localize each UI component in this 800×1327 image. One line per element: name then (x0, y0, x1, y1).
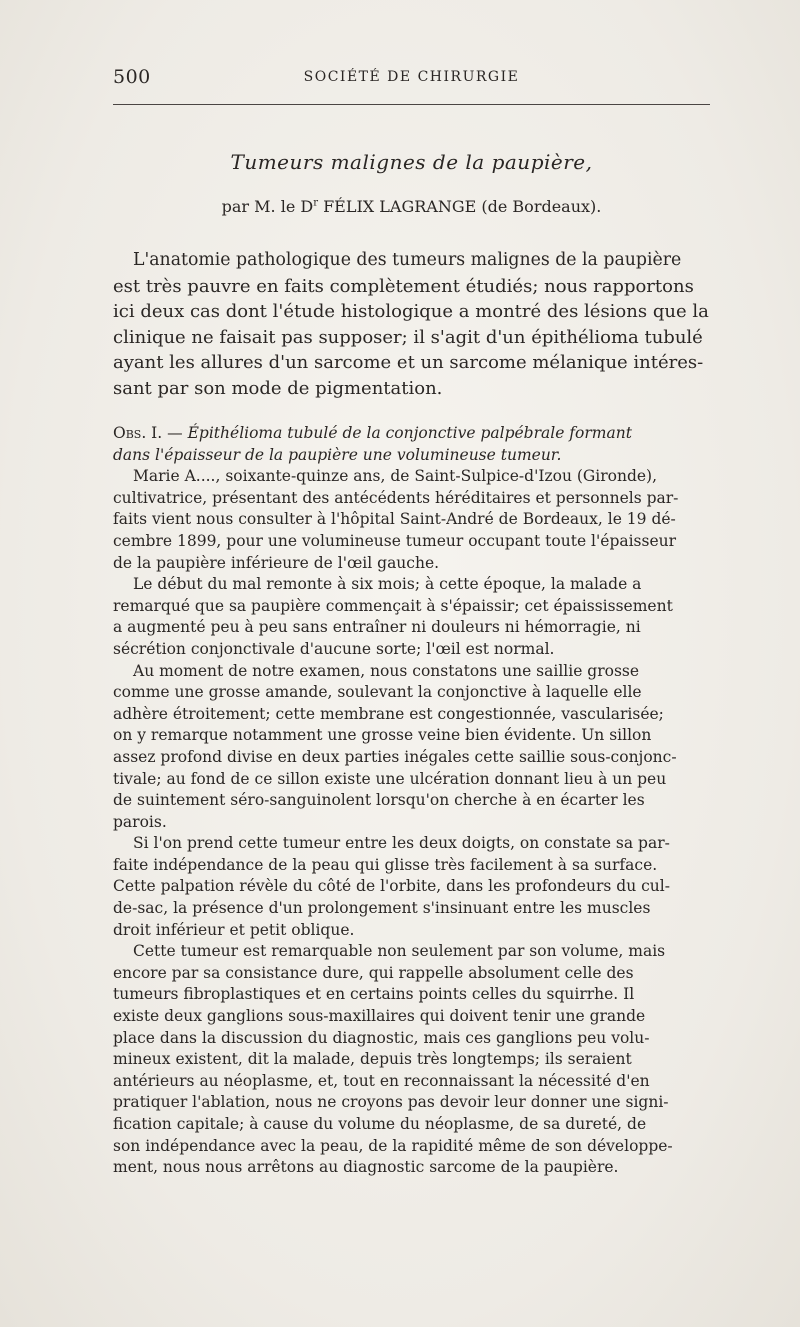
observation-title-continued: dans l'épaisseur de la paupière une volumineuse tumeur. (113, 445, 562, 464)
text-line: de suintement séro-sanguinolent lorsqu'on cherche à en écarter les (113, 791, 645, 810)
text-line: encore par sa consistance dure, qui rappelle absolument celle des (113, 963, 634, 982)
text-line: de la paupière inférieure de l'œil gauche. (113, 553, 440, 572)
text-line: est très pauvre en faits complètement étudiés; nous rapportons (113, 275, 694, 297)
text-line: ici deux cas dont l'étude histologique a montré des lésions que la (113, 301, 709, 322)
page-header (113, 66, 710, 90)
running-title: SOCIÉTÉ DE CHIRURGIE (303, 69, 520, 85)
article-byline (113, 197, 710, 216)
observation-label: Obs. I. — (113, 424, 183, 442)
text-line: sant par son mode de pigmentation. (113, 377, 443, 399)
text-line: faite indépendance de la peau qui glisse très facilement à sa surface. (113, 855, 658, 874)
text-line: antérieurs au néoplasme, et, tout en reconnaissant la nécessité d'en (113, 1071, 650, 1090)
text-line: Si l'on prend cette tumeur entre les deux doigts, on constate sa par- (133, 834, 670, 853)
text-line: mineux existent, dit la malade, depuis très longtemps; ils seraient (113, 1050, 632, 1069)
page-number: 500 (113, 66, 151, 88)
text-line: Cette palpation révèle du côté de l'orbite, dans les profondeurs du cul- (113, 877, 670, 896)
intro-paragraph (113, 248, 710, 401)
article-title: Tumeurs malignes de la paupière, (230, 150, 593, 174)
text-line: parois. (113, 812, 167, 831)
text-line: assez profond divise en deux parties inégales cette saillie sous-conjonc- (113, 747, 677, 766)
text-line: de-sac, la présence d'un prolongement s'insinuant entre les muscles (113, 899, 651, 918)
text-line: a augmenté peu à peu sans entraîner ni douleurs ni hémorragie, ni (113, 618, 641, 637)
text-line: pratiquer l'ablation, nous ne croyons pas devoir leur donner une signi- (113, 1093, 669, 1112)
text-line: existe deux ganglions sous-maxillaires qui doivent tenir une grande (113, 1007, 646, 1026)
text-line: Le début du mal remonte à six mois; à cette époque, la malade a (133, 575, 642, 594)
text-line: faits vient nous consulter à l'hôpital Saint-André de Bordeaux, le 19 dé- (113, 510, 676, 529)
text-line: place dans la discussion du diagnostic, mais ces ganglions peu volu- (113, 1028, 650, 1047)
byline-superscript: r (313, 197, 318, 209)
text-line: cultivatrice, présentant des antécédents héréditaires et personnels par- (113, 488, 679, 507)
text-line: clinique ne faisait pas supposer; il s'agit d'un épithélioma tubulé (113, 326, 703, 348)
text-line: Marie A...., soixante-quinze ans, de Saint-Sulpice-d'Izou (Gironde), (133, 467, 658, 486)
text-line: ment, nous nous arrêtons au diagnostic sarcome de la paupière. (113, 1158, 619, 1177)
text-line: fication capitale; à cause du volume du néoplasme, de sa dureté, de (113, 1115, 647, 1133)
observation-section (113, 423, 710, 1179)
observation-title: Épithélioma tubulé de la conjonctive palpébrale formant (187, 424, 632, 442)
text-line: son indépendance avec la peau, de la rapidité même de son développe- (113, 1136, 673, 1155)
text-line: adhère étroitement; cette membrane est congestionnée, vascularisée; (113, 704, 664, 723)
text-line: sécrétion conjonctivale d'aucune sorte; l'œil est normal. (113, 639, 555, 658)
text-line: on y remarque notamment une grosse veine bien évidente. Un sillon (113, 726, 652, 745)
observation-heading (113, 423, 710, 445)
text-line: ayant les allures d'un sarcome et un sarcome mélanique intéres- (113, 352, 704, 373)
text-line: cembre 1899, pour une volumineuse tumeur occupant toute l'épaisseur (113, 531, 677, 550)
text-line: Cette tumeur est remarquable non seulement par son volume, mais (133, 942, 666, 961)
text-line: tumeurs fibroplastiques et en certains points celles du squirrhe. Il (113, 985, 635, 1004)
text-line: Au moment de notre examen, nous constatons une saillie grosse (133, 661, 640, 680)
text-line: droit inférieur et petit oblique. (113, 920, 355, 939)
text-line: L'anatomie pathologique des tumeurs malignes de la paupière (133, 250, 682, 270)
byline-prefix: par M. le D (221, 197, 314, 216)
text-line: tivale; au fond de ce sillon existe une ulcération donnant lieu à un peu (113, 769, 667, 788)
header-rule (113, 104, 710, 105)
text-line: remarqué que sa paupière commençait à s'épaissir; cet épaississement (113, 596, 673, 615)
byline-author: FÉLIX LAGRANGE (de Bordeaux). (317, 197, 602, 216)
text-line: comme une grosse amande, soulevant la conjonctive à laquelle elle (113, 683, 642, 702)
